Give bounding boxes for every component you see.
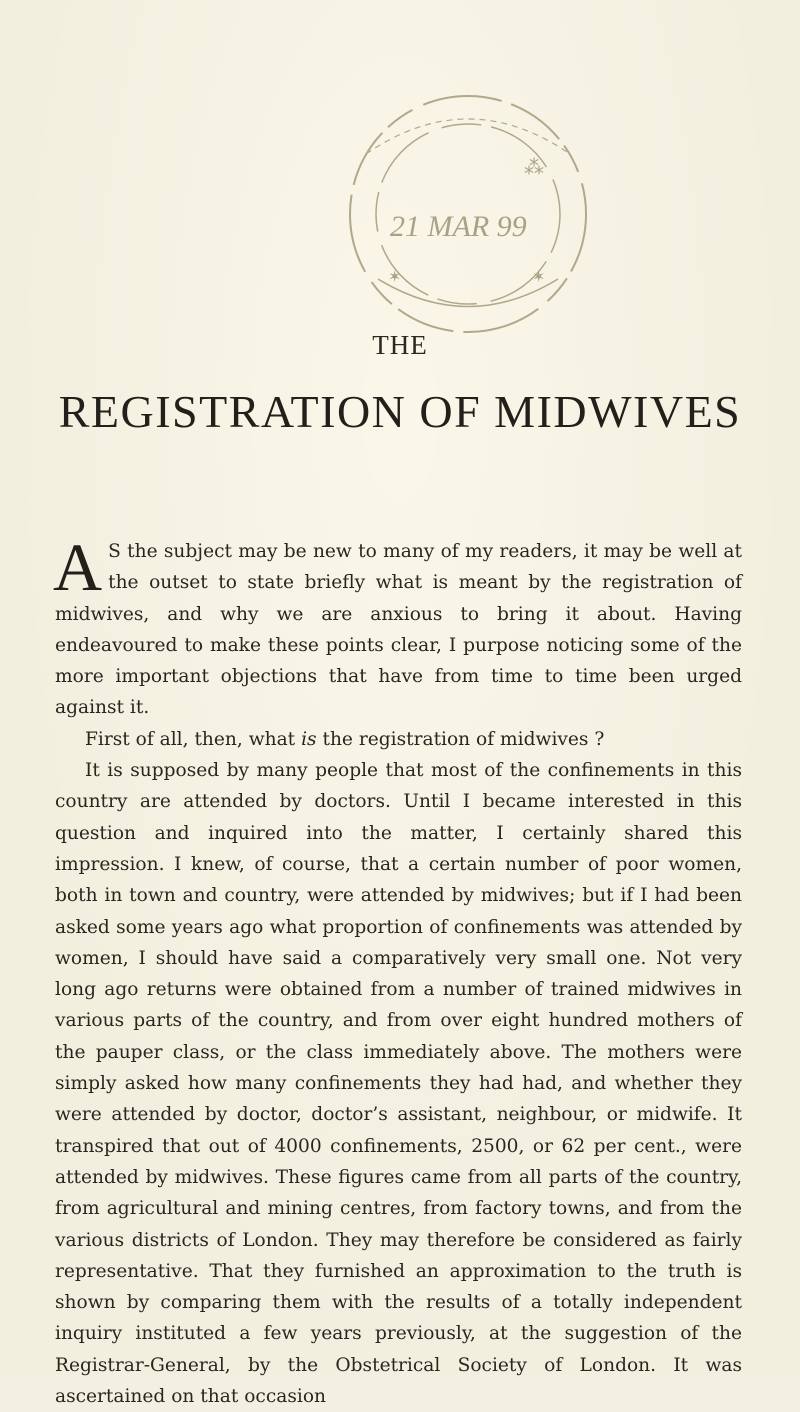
paragraph-2-emphasis: is: [301, 728, 317, 750]
paragraph-2-text-end: the registration of midwives ?: [316, 728, 605, 750]
title-overline: THE: [372, 330, 428, 360]
svg-text:✶: ✶: [532, 269, 546, 286]
svg-text:⁂: ⁂: [524, 157, 544, 179]
paragraph-1: [53, 529, 742, 724]
paragraph-2: [55, 724, 742, 755]
stamp-date-text: 21 MAR 99: [390, 210, 527, 243]
paragraph-2-text-start: First of all, then, what: [85, 728, 302, 750]
paragraph-1-text: S the subject may be new to many of my readers, it may be well at the outset to state briefly what is meant by the registration of midwives, and why we are anxious to bring it about. Having endeavoured to make these points clear, I purpose noticing some of the more important objections that have from time to time been urged against it.: [55, 541, 742, 719]
svg-text:✶: ✶: [388, 269, 402, 286]
library-stamp-seal: [318, 64, 638, 354]
page-title: REGISTRATION OF MIDWIVES: [58, 386, 742, 437]
drop-capital: A: [53, 529, 103, 605]
paragraph-3: It is supposed by many people that most of the confinements in this country are attended by doctors. Until I became interested in this question and inquired into the matter, I certainly shared this impression. I knew, of course, that a certain number of poor women, both in town and country, were attended by midwives; but if I had been asked some years ago what proportion of confinements was attended by women, I should have said a comparatively very small one. Not very long ago returns were obtained from a number of trained midwives in various parts of the country, and from over eight hundred mothers of the pauper class, or the class immediately above. The mothers were simply asked how many confinements they had had, and whether they were attended by doctor, doctor’s assistant, neighbour, or midwife. It transpired that out of 4000 confinements, 2500, or 62 per cent., were attended by midwives. These figures came from all parts of the country, from agricultural and mining centres, from factory towns, and from the various districts of London. They may therefore be considered as fairly representative. That they furnished an approximation to the truth is shown by comparing them with the results of a totally independent inquiry instituted a few years previously, at the suggestion of the Registrar-General, by the Obstetrical Society of London. It was ascertained on that occasion: [55, 760, 742, 1408]
article-body: [53, 529, 742, 1412]
